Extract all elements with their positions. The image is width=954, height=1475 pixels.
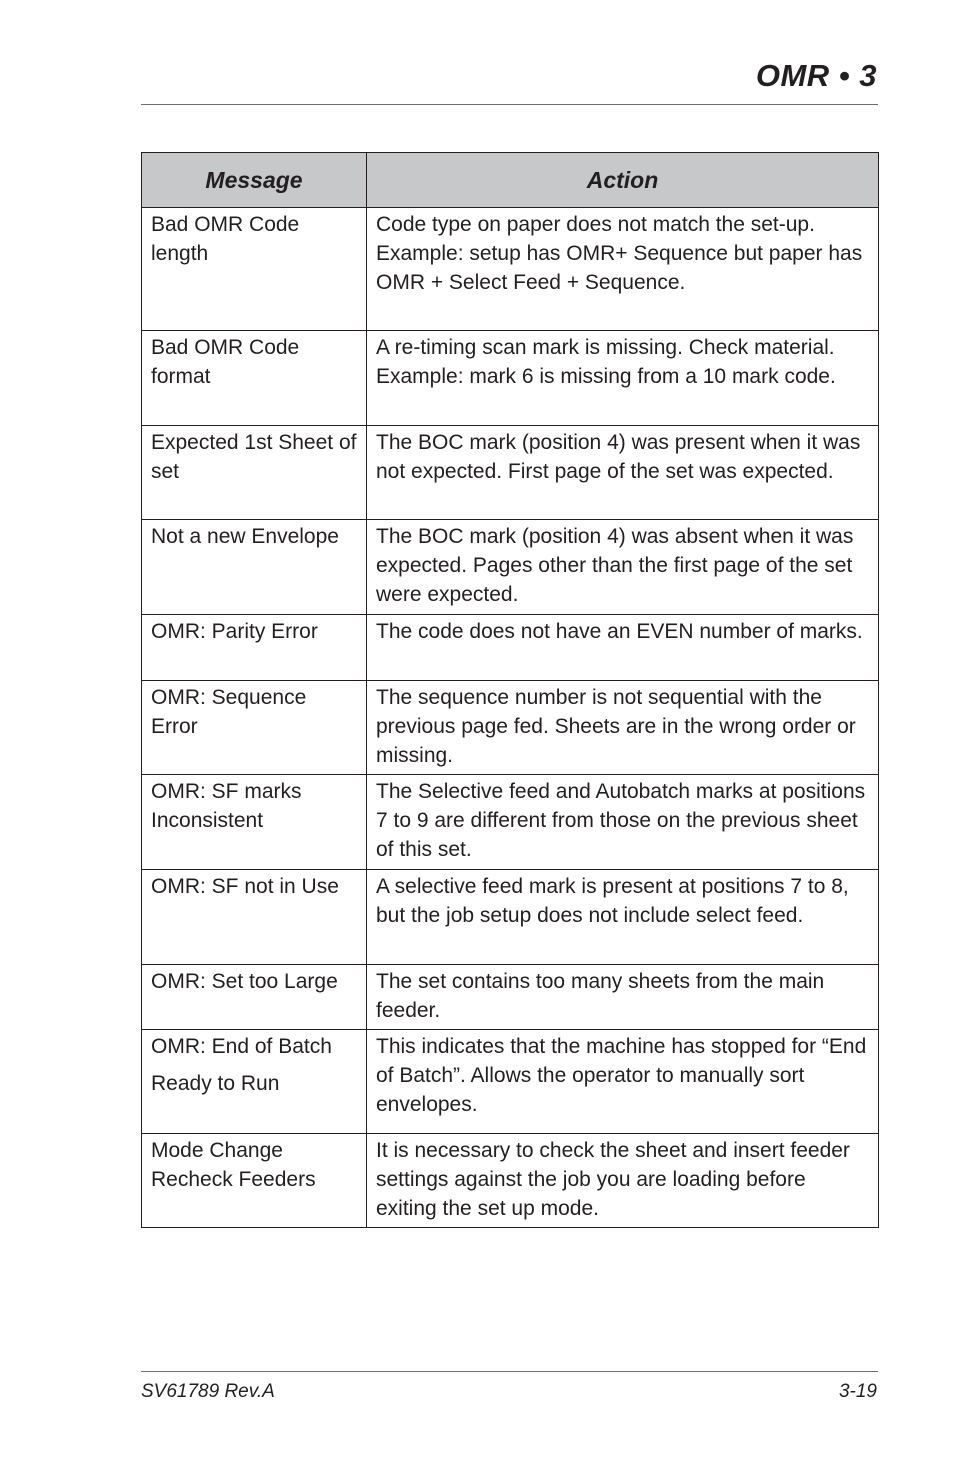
action-cell: The BOC mark (position 4) was present when it was not expected. First page of the set was expected. [367, 426, 879, 520]
table-header-row [142, 153, 879, 208]
footer-page-number: 3-19 [838, 1381, 877, 1402]
message-text: OMR: End of Batch [151, 1035, 332, 1058]
message-cell [142, 520, 367, 615]
table-row [142, 331, 879, 426]
footer-doc-id: SV61789 Rev.A [141, 1381, 275, 1402]
message-cell [142, 681, 367, 775]
action-cell: The BOC mark (position 4) was absent when it was expected. Pages other than the first page of the set were expected. [367, 520, 879, 615]
message-text: OMR: Parity Error [151, 620, 318, 643]
message-text: Expected 1st Sheet of set [151, 431, 357, 483]
action-cell: The sequence number is not sequential with the previous page fed. Sheets are in the wrong order or missing. [367, 681, 879, 775]
table-row [142, 870, 879, 965]
message-text: OMR: SF marks Inconsistent [151, 780, 302, 832]
message-text: OMR: Set too Large [151, 970, 338, 993]
message-cell [142, 1134, 367, 1228]
message-cell [142, 965, 367, 1030]
table-row [142, 615, 879, 681]
table-row [142, 520, 879, 615]
message-cell [142, 1030, 367, 1134]
message-text: Mode Change Recheck Feeders [151, 1139, 316, 1191]
table-row [142, 1030, 879, 1134]
message-cell [142, 208, 367, 331]
message-cell [142, 426, 367, 520]
action-cell: A selective feed mark is present at positions 7 to 8, but the job setup does not include select feed. [367, 870, 879, 965]
action-cell: The Selective feed and Autobatch marks at positions 7 to 9 are different from those on the previous sheet of this set. [367, 775, 879, 870]
message-cell [142, 870, 367, 965]
table-row [142, 208, 879, 331]
table-row [142, 426, 879, 520]
message-text: Bad OMR Code length [151, 213, 300, 265]
message-text: Not a new Envelope [151, 525, 339, 548]
action-cell: Code type on paper does not match the set-up. Example: setup has OMR+ Sequence but paper has OMR + Select Feed + Sequence. [367, 208, 879, 331]
action-cell: A re-timing scan mark is missing. Check material. Example: mark 6 is missing from a 10 mark code. [367, 331, 879, 426]
message-cell [142, 615, 367, 681]
footer-divider [141, 1371, 878, 1372]
action-cell: This indicates that the machine has stopped for “End of Batch”. Allows the operator to manually sort envelopes. [367, 1030, 879, 1134]
message-cell [142, 775, 367, 870]
table-row [142, 775, 879, 870]
message-text: OMR: SF not in Use [151, 875, 339, 898]
table-row [142, 681, 879, 775]
column-header-action: Action [367, 153, 879, 208]
message-subtext: Ready to Run [151, 1072, 280, 1095]
omr-message-table [141, 152, 879, 1228]
table-row [142, 1134, 879, 1228]
message-cell [142, 331, 367, 426]
header-divider [141, 104, 878, 105]
message-text: OMR: Sequence Error [151, 686, 307, 738]
action-cell: The set contains too many sheets from the main feeder. [367, 965, 879, 1030]
message-text: Bad OMR Code format [151, 336, 300, 388]
column-header-message: Message [142, 153, 367, 208]
table-row [142, 965, 879, 1030]
action-cell: It is necessary to check the sheet and insert feeder settings against the job you are loading before exiting the set up mode. [367, 1134, 879, 1228]
page-header-title: OMR • 3 [755, 58, 877, 93]
action-cell: The code does not have an EVEN number of marks. [367, 615, 879, 681]
